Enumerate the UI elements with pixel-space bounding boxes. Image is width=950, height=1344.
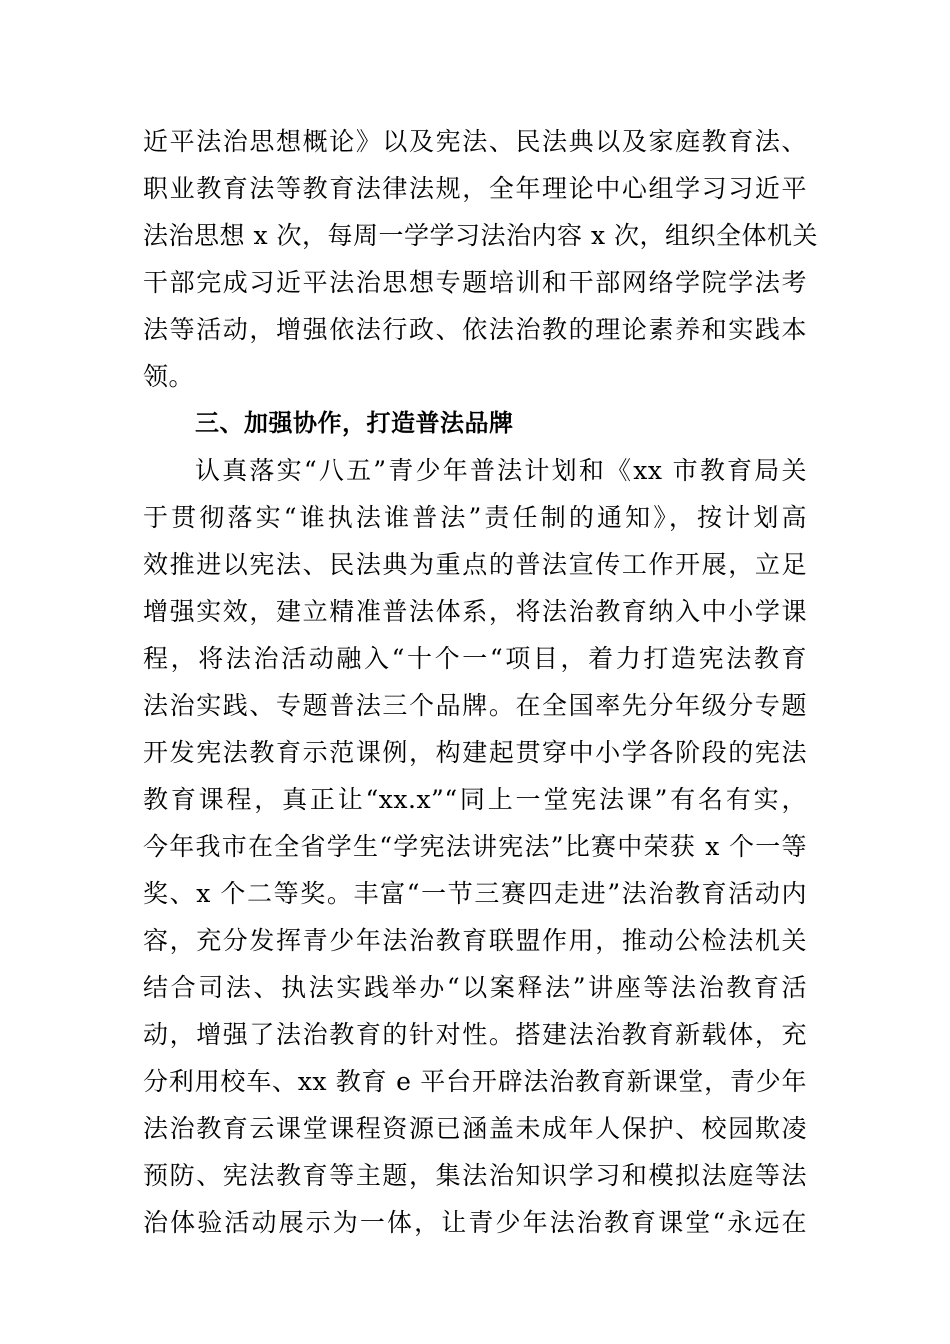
text-line: 增强实效，建立精准普法体系，将法治教育纳入中小学课 [143, 597, 807, 626]
text-line: 教育课程，真正让“xx.x”“同上一堂宪法课”有名有实， [143, 785, 807, 814]
text-line: 奖、x 个二等奖。丰富“一节三赛四走进”法治教育活动内 [143, 879, 807, 908]
text-line: 近平法治思想概论》以及宪法、民法典以及家庭教育法、 [143, 127, 807, 156]
section-heading: 三、加强协作，打造普法品牌 [195, 409, 514, 437]
text-line: 动，增强了法治教育的针对性。搭建法治教育新载体，充 [143, 1020, 807, 1049]
text-line: 法治实践、专题普法三个品牌。在全国率先分年级分专题 [143, 691, 807, 720]
text-line: 法治教育云课堂课程资源已涵盖未成年人保护、校园欺凌 [143, 1114, 807, 1143]
text-line: 分利用校车、xx 教育 e 平台开辟法治教育新课堂，青少年 [143, 1067, 807, 1096]
paragraph-1 [143, 118, 818, 400]
text-line: 于贯彻落实“谁执法谁普法”责任制的通知》，按计划高 [143, 503, 807, 532]
text-line: 效推进以宪法、民法典为重点的普法宣传工作开展，立足 [143, 550, 807, 579]
text-line: 程，将法治活动融入“十个一“项目，着力打造宪法教育 [143, 644, 807, 673]
text-line: 治体验活动展示为一体，让青少年法治教育课堂“永远在 [143, 1208, 807, 1237]
text-line: 领。 [143, 362, 195, 391]
text-line: 开发宪法教育示范课例，构建起贯穿中小学各阶段的宪法 [143, 738, 807, 767]
text-line: 法等活动，增强依法行政、依法治教的理论素养和实践本 [143, 315, 807, 344]
text-line: 认真落实“八五”青少年普法计划和《xx 市教育局关 [195, 456, 807, 485]
paragraph-2 [143, 447, 807, 1246]
text-line: 法治思想 x 次，每周一学学习法治内容 x 次，组织全体机关 [143, 221, 818, 250]
text-line: 今年我市在全省学生“学宪法讲宪法”比赛中荣获 x 个一等 [143, 832, 807, 861]
document-body [143, 118, 818, 1246]
text-line: 职业教育法等教育法律法规，全年理论中心组学习习近平 [143, 174, 807, 203]
text-line: 预防、宪法教育等主题，集法治知识学习和模拟法庭等法 [143, 1161, 807, 1190]
text-line: 结合司法、执法实践举办“以案释法”讲座等法治教育活 [143, 973, 807, 1002]
text-line: 干部完成习近平法治思想专题培训和干部网络学院学法考 [143, 268, 807, 297]
text-line: 容，充分发挥青少年法治教育联盟作用，推动公检法机关 [143, 926, 807, 955]
